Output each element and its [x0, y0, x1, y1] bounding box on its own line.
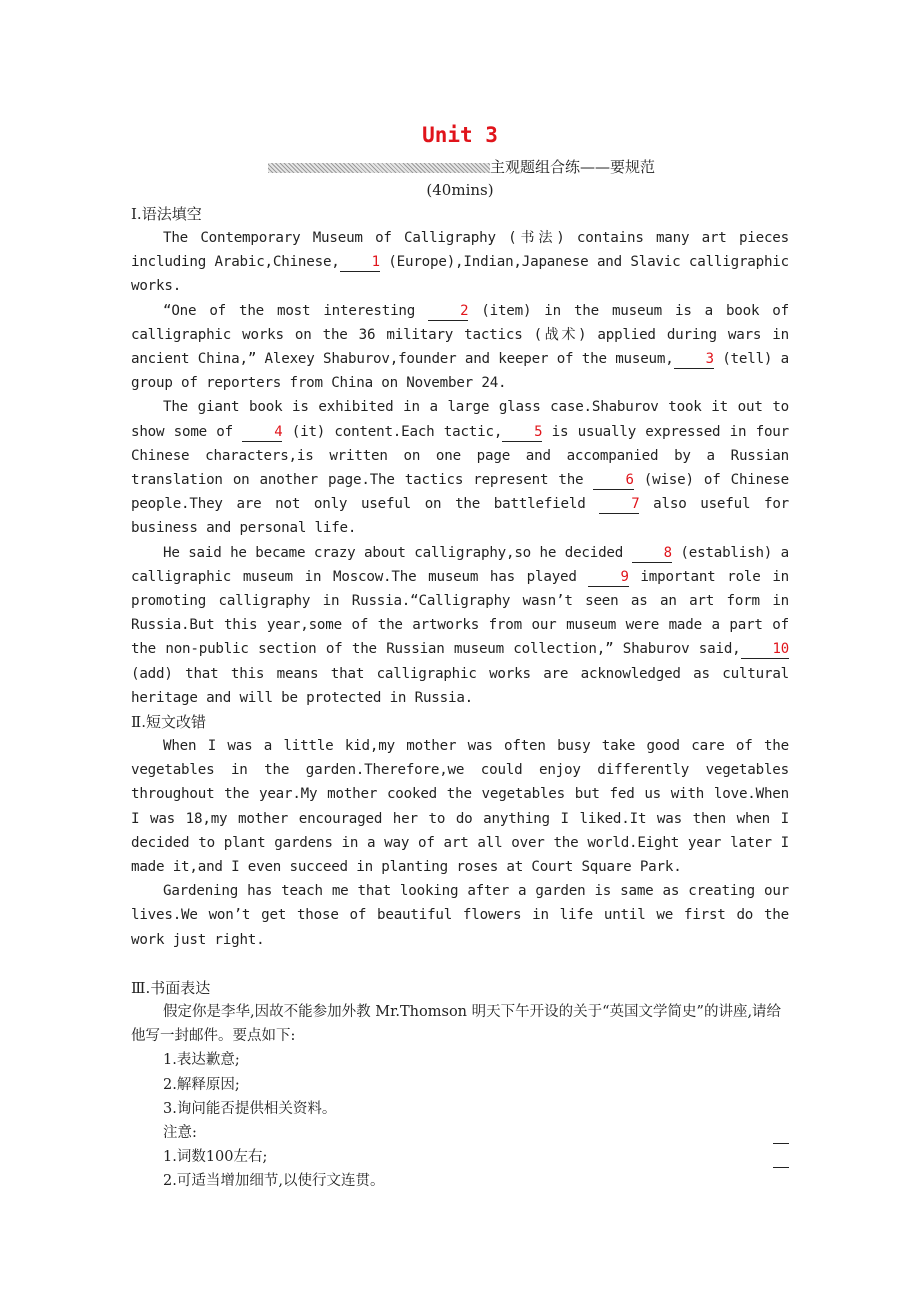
section-heading-grammar: Ⅰ.语法填空: [131, 205, 202, 223]
correction-paragraph-1: When I was a little kid,my mother was often busy take good care of the vegetables in the garden.Therefore,we could enjoy differently vegetables throughout the year.My mother cooked the vegetables but fed us with love.When I was 18,my mother encouraged her to do anything I liked.It was then when I decided to plant gardens in a way of art all over the world.Eight year later I made it,and I even succeed in planting roses at Court Square Park.: [131, 738, 789, 876]
text-segment: (wise) of Chinese people.They are not only useful on the battlefield: [131, 472, 789, 513]
subtitle-row: [131, 156, 789, 178]
text-segment: (it) content.Each tactic,: [282, 423, 503, 440]
writing-point-3: 3.询问能否提供相关资料。: [163, 1100, 337, 1117]
blank-7[interactable]: 7: [599, 495, 639, 514]
page-title: Unit 3: [422, 123, 498, 147]
blank-8[interactable]: 8: [632, 544, 672, 563]
document-page: [131, 120, 789, 1194]
grammar-paragraph-4: [131, 541, 789, 710]
text-segment: (item) in the museum is a book of calligraphic works on the 36 military tactics (战术) applied during wars in ancient China,” Alexey Shaburov,founder and keeper of the museum,: [131, 302, 789, 368]
text-segment: also useful for business and personal life.: [131, 496, 790, 537]
text-segment: The Contemporary Museum of Calligraphy (书法) contains many art pieces including Arabic,Chinese,: [131, 230, 789, 271]
text-segment: He said he became crazy about calligraphy,so he decided: [163, 544, 632, 561]
note-2: 2.可适当增加细节,以使行文连贯。: [163, 1173, 385, 1190]
blank-6[interactable]: 6: [593, 471, 633, 490]
spacer: [131, 952, 789, 976]
grammar-paragraph-2: [131, 299, 789, 396]
note-label: 注意:: [163, 1124, 197, 1141]
writing-point-2: 2.解释原因;: [163, 1076, 240, 1093]
blank-9[interactable]: 9: [588, 568, 628, 587]
answer-line: [773, 1143, 789, 1144]
text-segment: The giant book is exhibited in a large glass case.Shaburov took it out to show some of: [131, 399, 789, 440]
hatch-decoration: [268, 163, 490, 173]
section-heading-writing: Ⅲ.书面表达: [131, 978, 211, 997]
writing-prompt: 假定你是李华,因故不能参加外教 Mr.Thomson 明天下午开设的关于“英国文学简史”的讲座,请给他写一封邮件。要点如下:: [131, 1003, 782, 1045]
time-limit: (40mins): [426, 181, 494, 199]
blank-4[interactable]: 4: [242, 423, 282, 442]
writing-point-1: 1.表达歉意;: [163, 1052, 240, 1069]
text-segment: (tell) a group of reporters from China on November 24.: [131, 351, 789, 392]
blank-3[interactable]: 3: [674, 350, 714, 369]
blank-1[interactable]: 1: [340, 253, 380, 272]
text-segment: is usually expressed in four Chinese characters,is written on one page and accompanied by a Russian translation on another page.The tactics represent the: [131, 423, 789, 489]
text-segment: (establish) a calligraphic museum in Moscow.The museum has played: [131, 544, 789, 585]
grammar-paragraph-3: [131, 395, 789, 540]
text-segment: (add) that this means that calligraphic works are acknowledged as cultural heritage and will be protected in Russia.: [131, 665, 789, 706]
blank-10[interactable]: 10: [741, 640, 789, 659]
grammar-paragraph-1: [131, 226, 789, 299]
text-segment: “One of the most interesting: [163, 302, 429, 319]
text-segment: important role in promoting calligraphy in Russia.“Calligraphy wasn’t seen as an art form in Russia.But this year,some of the artworks from our museum were made a part of the non-public section of the Russian museum collection,” Shaburov said,: [131, 568, 790, 658]
blank-2[interactable]: 2: [428, 302, 468, 321]
subtitle: 主观题组合练——要规范: [490, 158, 656, 176]
correction-paragraph-2: Gardening has teach me that looking after a garden is same as creating our lives.We won’t get those of beautiful flowers in life until we first do the work just right.: [131, 883, 789, 948]
section-heading-correction: Ⅱ.短文改错: [131, 713, 206, 732]
answer-line: [773, 1167, 789, 1168]
blank-5[interactable]: 5: [502, 423, 542, 442]
note-1: 1.词数100左右;: [163, 1149, 268, 1166]
text-segment: (Europe),Indian,Japanese and Slavic calligraphic works.: [131, 254, 789, 295]
